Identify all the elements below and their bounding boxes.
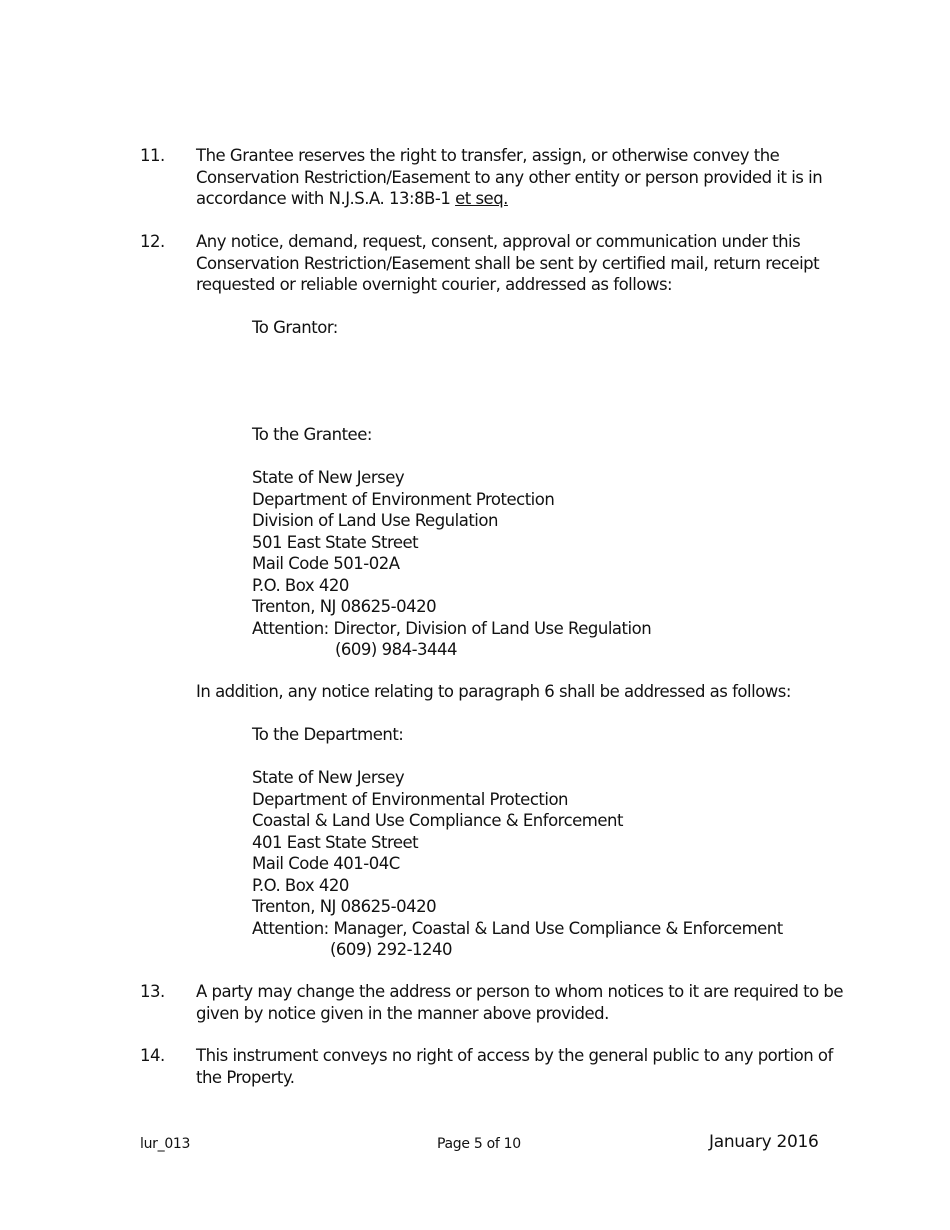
- address-line: Trenton, NJ 08625-0420: [252, 897, 437, 916]
- in-addition-text: In addition, any notice relating to paragraph 6 shall be addressed as follows:: [196, 682, 791, 701]
- paragraph-line: requested or reliable overnight courier, addressed as follows:: [196, 275, 673, 294]
- paragraph-number: 11.: [140, 146, 165, 165]
- address-line: Mail Code 501-02A: [252, 554, 400, 573]
- address-line: Attention: Manager, Coastal & Land Use Compliance & Enforcement: [252, 918, 783, 938]
- phone-number: (609) 292-1240: [330, 940, 453, 959]
- paragraph-number: 12.: [140, 232, 165, 251]
- address-line: State of New Jersey: [252, 768, 405, 787]
- to-grantor-label: To Grantor:: [252, 318, 338, 337]
- address-line: 401 East State Street: [252, 832, 419, 852]
- address-line: Department of Environmental Protection: [252, 789, 569, 809]
- page-number: Page 5 of 10: [437, 1136, 521, 1152]
- form-id: lur_013: [140, 1136, 191, 1152]
- to-grantee-label: To the Grantee:: [252, 425, 372, 444]
- paragraph-line: This instrument conveys no right of access by the general public to any portion of: [196, 1046, 833, 1065]
- address-line: P.O. Box 420: [252, 575, 349, 595]
- address-line: Trenton, NJ 08625-0420: [252, 597, 437, 616]
- paragraph-line: given by notice given in the manner above provided.: [196, 1003, 609, 1023]
- et-seq-text: et seq.: [455, 189, 508, 208]
- paragraph-line: Any notice, demand, request, consent, approval or communication under this: [196, 232, 801, 251]
- footer-date: January 2016: [709, 1132, 819, 1152]
- paragraph-number: 14.: [140, 1046, 165, 1065]
- address-line: P.O. Box 420: [252, 875, 349, 895]
- paragraph-number: 13.: [140, 982, 165, 1001]
- address-line: Division of Land Use Regulation: [252, 511, 498, 530]
- address-line: Department of Environment Protection: [252, 489, 555, 509]
- address-line: Attention: Director, Division of Land Use Regulation: [252, 618, 652, 638]
- paragraph-line-text: accordance with N.J.S.A. 13:8B-1: [196, 189, 456, 208]
- paragraph-line: A party may change the address or person to whom notices to it are required to be: [196, 982, 844, 1001]
- address-line: 501 East State Street: [252, 532, 419, 552]
- address-line: State of New Jersey: [252, 468, 405, 487]
- address-line: Mail Code 401-04C: [252, 854, 400, 873]
- to-department-label: To the Department:: [252, 725, 404, 744]
- paragraph-line: Conservation Restriction/Easement to any other entity or person provided it is in: [196, 167, 823, 187]
- paragraph-line: The Grantee reserves the right to transfer, assign, or otherwise convey the: [196, 146, 780, 165]
- paragraph-line: [196, 188, 508, 210]
- paragraph-line: Conservation Restriction/Easement shall be sent by certified mail, return receipt: [196, 253, 820, 273]
- paragraph-line: the Property.: [196, 1067, 295, 1087]
- phone-number: (609) 984-3444: [335, 640, 458, 659]
- address-line: Coastal & Land Use Compliance & Enforcement: [252, 811, 623, 830]
